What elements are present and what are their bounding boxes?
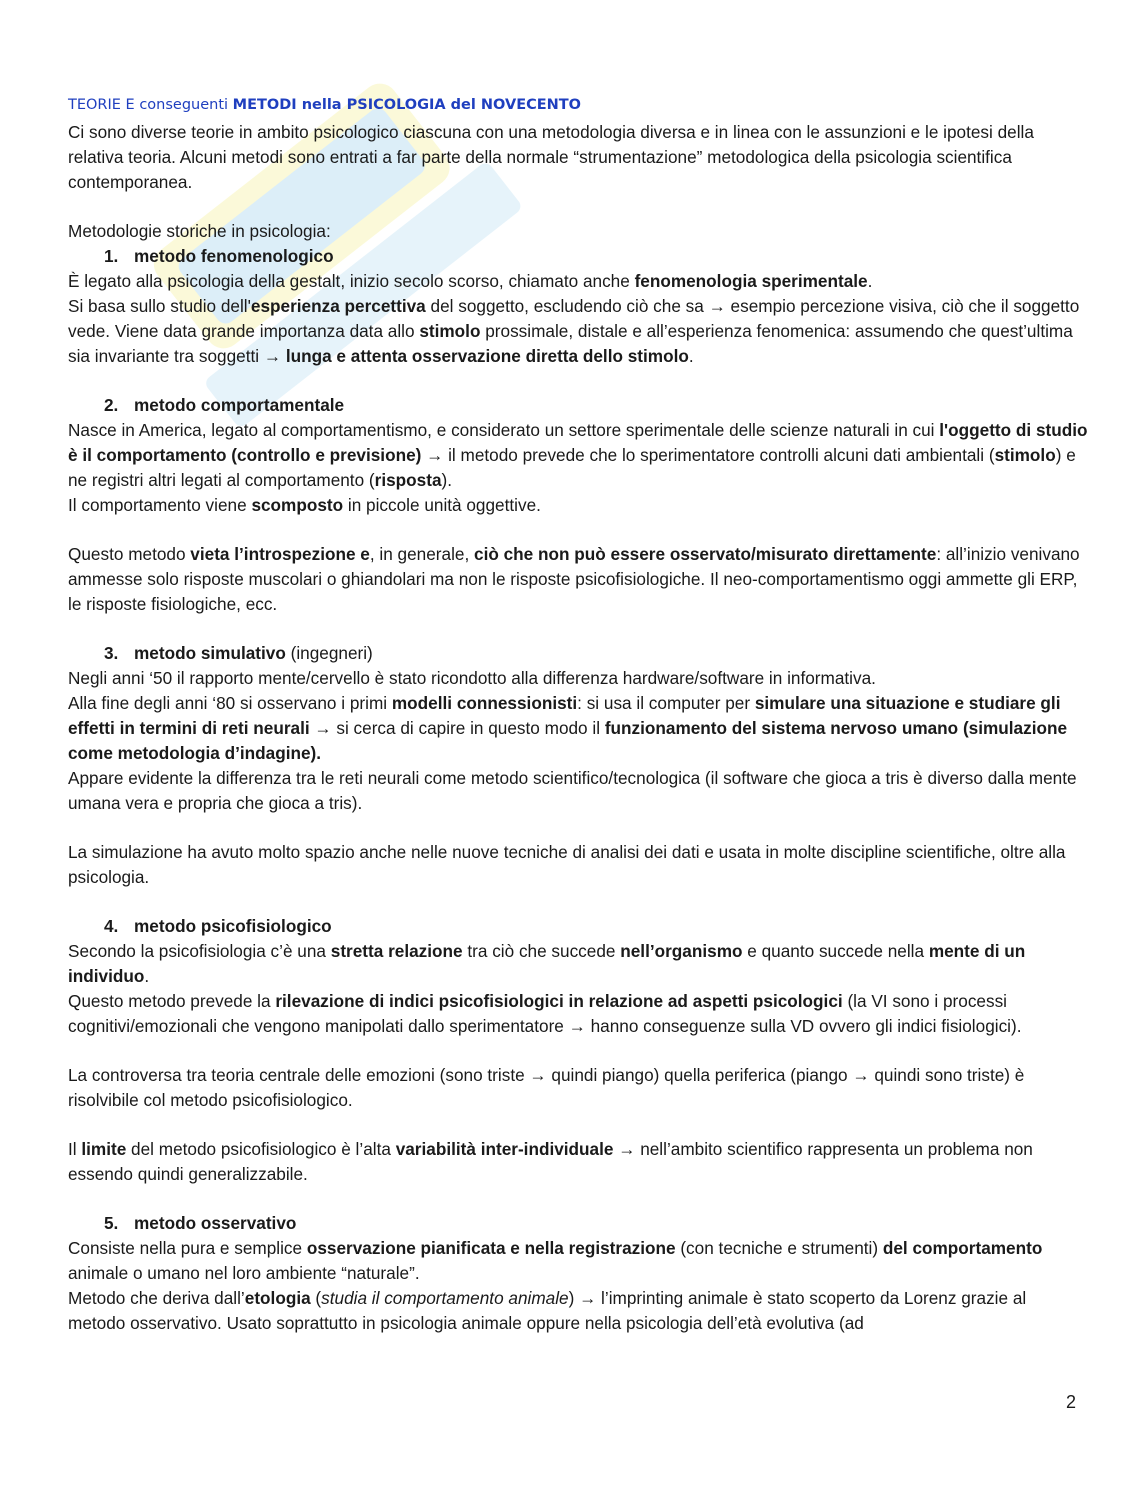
- title-prefix: TEORIE E conseguenti: [68, 97, 233, 113]
- text-run: del metodo psicofisiologico è l’alta: [126, 1139, 396, 1159]
- text-run: → si cerca di capire in questo modo il: [309, 718, 605, 738]
- section-title: metodo comportamentale: [134, 395, 345, 415]
- spacer: [68, 1039, 1088, 1063]
- section-number: 5.: [104, 1213, 119, 1233]
- section-number: 1.: [104, 246, 119, 266]
- text-run: Consiste nella pura e semplice: [68, 1238, 307, 1258]
- document-title: [68, 94, 1088, 116]
- bold-text: esperienza percettiva: [250, 296, 426, 316]
- bold-text: fenomenologia sperimentale: [634, 271, 868, 291]
- section-heading: [68, 393, 1088, 418]
- body-paragraph: [68, 1063, 1088, 1113]
- section-heading: [68, 1211, 1088, 1236]
- bold-text: modelli connessionisti: [391, 693, 578, 713]
- text-run: in piccole unità oggettive.: [343, 495, 541, 515]
- section-heading: [68, 641, 1088, 666]
- text-run: (: [310, 1288, 322, 1308]
- section-number: 2.: [104, 395, 119, 415]
- body-paragraph: [68, 269, 1088, 294]
- text-run: La controversa tra teoria centrale delle emozioni (sono triste → quindi piango) quella periferica (piango → quindi sono triste) è risolvibile col metodo psicofisiologico.: [68, 1065, 1025, 1110]
- text-run: : all’inizio venivano ammesse solo risposte muscolari o ghiandolari ma non le risposte psicofisiologiche. Il neo-comportamentismo oggi ammette gli ERP, le risposte fisiologiche, ecc.: [68, 544, 1080, 614]
- text-run: animale o umano nel loro ambiente “naturale”.: [68, 1263, 420, 1283]
- body-paragraph: [68, 1236, 1088, 1286]
- text-run: .: [144, 966, 150, 986]
- section-title-suffix: (ingegneri): [285, 643, 373, 663]
- section-title: metodo fenomenologico: [134, 246, 334, 266]
- bold-text: etologia: [244, 1288, 311, 1308]
- section-number: 3.: [104, 643, 119, 663]
- text-run: → nell’ambito scientifico rappresenta un problema non essendo quindi generalizzabile.: [68, 1139, 1033, 1184]
- bold-text: → lunga e attenta osservazione diretta dello stimolo: [263, 346, 689, 366]
- text-run: Si basa sullo studio dell': [68, 296, 251, 316]
- text-run: tra ciò che succede: [462, 941, 621, 961]
- text-run: Questo metodo prevede la: [68, 991, 276, 1011]
- text-run: Nasce in America, legato al comportamentismo, e considerato un settore sperimentale delle scienze naturali in cui: [68, 420, 940, 440]
- bold-text: ciò che non può essere osservato/misurato direttamente: [474, 544, 937, 564]
- section-heading: [68, 244, 1088, 269]
- text-run: (la VI sono i processi cognitivi/emozionali che vengono manipolati dallo sperimentatore → hanno conseguenze sulla VD ovvero gli indici fisiologici).: [68, 991, 1022, 1036]
- text-run: e quanto succede nella: [742, 941, 929, 961]
- bold-text: scomposto: [251, 495, 344, 515]
- spacer: [68, 369, 1088, 393]
- text-run: Questo metodo: [68, 544, 191, 564]
- document-body: [68, 94, 1088, 1336]
- body-paragraph: [68, 294, 1088, 369]
- text-run: : si usa il computer per: [577, 693, 755, 713]
- text-run: → il metodo prevede che lo sperimentatore controlli alcuni dati ambientali (: [421, 445, 995, 465]
- text-run: ).: [441, 470, 453, 490]
- bold-text: stimolo: [994, 445, 1056, 465]
- text-run: del soggetto, escludendo ciò che sa → esempio percezione visiva, ciò che il soggetto vede. Viene data grande importanza data allo: [68, 296, 1080, 341]
- page-number: 2: [1066, 1392, 1077, 1412]
- body-paragraph: [68, 939, 1088, 989]
- bold-text: variabilità inter-individuale: [395, 1139, 614, 1159]
- body-paragraph: [68, 1286, 1088, 1336]
- text-run: prossimale, distale e all’esperienza fenomenica: assumendo che quest’ultima sia invariante tra soggetti: [68, 321, 1073, 366]
- text-run: La simulazione ha avuto molto spazio anche nelle nuove tecniche di analisi dei dati e usata in molte discipline scientifiche, oltre alla psicologia.: [68, 842, 1066, 887]
- bold-text: l'oggetto di studio è il comportamento (controllo e previsione): [68, 420, 1088, 465]
- spacer: [68, 1113, 1088, 1137]
- bold-text: simulare una situazione e studiare gli effetti in termini di reti neurali: [68, 693, 1061, 738]
- bold-text: rilevazione di indici psicofisiologici in relazione ad aspetti psicologici: [275, 991, 843, 1011]
- bold-text: limite: [81, 1139, 127, 1159]
- body-paragraph: [68, 666, 1088, 691]
- body-paragraph: [68, 493, 1088, 518]
- body-paragraph: [68, 418, 1088, 493]
- bold-text: del comportamento: [882, 1238, 1043, 1258]
- text-run: Negli anni ‘50 il rapporto mente/cervello è stato ricondotto alla differenza hardware/software in informativa.: [68, 668, 876, 688]
- section-number: 4.: [104, 916, 119, 936]
- text-run: Il comportamento viene: [68, 495, 252, 515]
- bold-text: funzionamento del sistema nervoso umano (simulazione come metodologia d’indagine).: [68, 718, 1068, 763]
- title-bold: METODI nella PSICOLOGIA del NOVECENTO: [232, 97, 582, 113]
- bold-text: vieta l’introspezione e: [190, 544, 370, 564]
- spacer: [68, 518, 1088, 542]
- bold-text: osservazione pianificata e nella registrazione: [306, 1238, 676, 1258]
- text-run: (con tecniche e strumenti): [675, 1238, 883, 1258]
- text-run: Alla fine degli anni ‘80 si osservano i primi: [68, 693, 392, 713]
- intro-paragraph: Ci sono diverse teorie in ambito psicologico ciascuna con una metodologia diversa e in linea con le assunzioni e le ipotesi della relativa teoria. Alcuni metodi sono entrati a far parte della normale “strumentazione” metodologica della psicologia scientifica contemporanea.: [68, 122, 1034, 192]
- section-heading: [68, 914, 1088, 939]
- body-paragraph: [68, 691, 1088, 766]
- section-title: metodo psicofisiologico: [134, 916, 332, 936]
- text-run: Il: [68, 1139, 82, 1159]
- text-run: .: [867, 271, 873, 291]
- historical-label: Metodologie storiche in psicologia:: [68, 221, 331, 241]
- spacer: [68, 1187, 1088, 1211]
- body-paragraph: [68, 766, 1088, 816]
- spacer: [68, 195, 1088, 219]
- sections-container: [68, 244, 1088, 1336]
- text-run: ) → l’imprinting animale è stato scoperto da Lorenz grazie al metodo osservativo. Usato soprattutto in psicologia animale oppure nella psicologia dell’età evolutiva (ad: [68, 1288, 1027, 1333]
- spacer: [68, 617, 1088, 641]
- text-run: Appare evidente la differenza tra le reti neurali come metodo scientifico/tecnologica (il software che gioca a tris è diverso dalla mente umana vera e propria che gioca a tris).: [68, 768, 1077, 813]
- body-paragraph: [68, 542, 1088, 617]
- text-run: Metodo che deriva dall’: [68, 1288, 245, 1308]
- text-run: È legato alla psicologia della gestalt, inizio secolo scorso, chiamato anche: [68, 271, 635, 291]
- bold-text: risposta: [374, 470, 442, 490]
- body-paragraph: [68, 840, 1088, 890]
- text-run: Secondo la psicofisiologia c’è una: [68, 941, 331, 961]
- bold-text: mente di un individuo: [68, 941, 1026, 986]
- text-run: .: [688, 346, 694, 366]
- bold-text: stimolo: [419, 321, 481, 341]
- section-title: metodo simulativo: [134, 643, 286, 663]
- spacer: [68, 816, 1088, 840]
- spacer: [68, 890, 1088, 914]
- italic-text: studia il comportamento animale: [321, 1288, 569, 1308]
- section-title: metodo osservativo: [134, 1213, 297, 1233]
- bold-text: stretta relazione: [330, 941, 463, 961]
- body-paragraph: [68, 989, 1088, 1039]
- text-run: ) e ne registri altri legati al comportamento (: [68, 445, 1076, 490]
- body-paragraph: [68, 1137, 1088, 1187]
- bold-text: nell’organismo: [620, 941, 743, 961]
- text-run: , in generale,: [369, 544, 475, 564]
